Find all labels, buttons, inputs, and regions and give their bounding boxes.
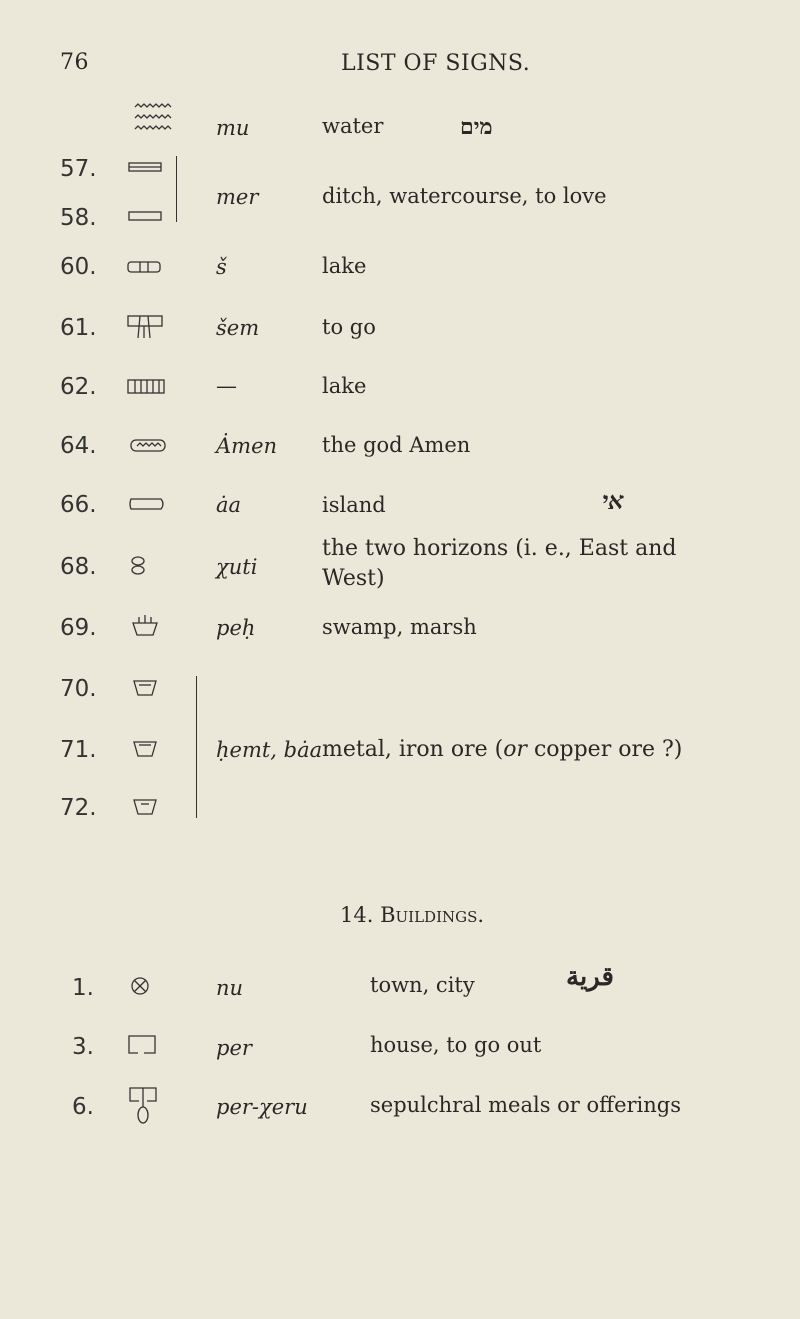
meaning-house: house, to go out <box>370 1033 542 1057</box>
meaning-metal-post: copper ore ?) <box>526 737 683 762</box>
metal-glyph-2 <box>131 738 161 760</box>
sign-number-64: 64. <box>60 433 97 459</box>
lake-glyph <box>126 259 166 275</box>
meaning-metal-or: or <box>503 737 527 762</box>
hebrew-gloss: מים <box>460 114 493 140</box>
section-heading <box>340 903 484 927</box>
translit-sem: šem <box>216 316 260 340</box>
metal-glyph-3 <box>131 796 161 818</box>
meaning-to-go: to go <box>322 315 376 339</box>
translit-xuti: χuti <box>216 555 258 579</box>
meaning-island: island <box>322 493 386 517</box>
offerings-glyph <box>127 1085 161 1127</box>
translit-s: š <box>216 255 227 279</box>
meaning-town: town, city <box>370 973 475 997</box>
sign-number-72: 72. <box>60 795 97 821</box>
sign-number-60: 60. <box>60 254 97 280</box>
page-number: 76 <box>60 50 89 75</box>
sign-number-b6: 6. <box>72 1094 94 1120</box>
sign-number-61: 61. <box>60 315 97 341</box>
sign-number-68: 68. <box>60 554 97 580</box>
sign-number-58: 58. <box>60 205 97 231</box>
translit-hemt: ḥemt, bȧa <box>216 738 323 762</box>
meaning-water: water <box>322 114 384 138</box>
page-title: LIST OF SIGNS. <box>341 51 531 76</box>
horizons-glyph <box>130 555 150 577</box>
meaning-sepulchral: sepulchral meals or offerings <box>370 1093 682 1117</box>
translit-per-xeru: per-χeru <box>216 1095 308 1119</box>
water-ripple-glyph <box>133 103 177 137</box>
hebrew-gloss-island: אי <box>602 486 624 515</box>
sign-number-57: 57. <box>60 156 97 182</box>
meaning-horizons-1: the two horizons (i. e., East and <box>322 536 677 561</box>
island-glyph <box>127 497 169 513</box>
meaning-lake-2: lake <box>322 374 367 398</box>
translit-mer: mer <box>216 185 259 209</box>
garden-pool-glyph <box>126 378 170 396</box>
sign-number-69: 69. <box>60 615 97 641</box>
sign-number-b3: 3. <box>72 1034 94 1060</box>
town-glyph <box>129 975 153 999</box>
translit-dash: — <box>216 374 237 398</box>
pool-with-plants-glyph <box>126 312 168 342</box>
bracket-metal <box>196 676 197 818</box>
house-glyph <box>126 1033 160 1057</box>
sign-number-62: 62. <box>60 374 97 400</box>
sign-number-71: 71. <box>60 737 97 763</box>
sign-number-66: 66. <box>60 492 97 518</box>
translit-amen: Ȧmen <box>216 434 278 458</box>
meaning-swamp: swamp, marsh <box>322 615 477 639</box>
metal-glyph-1 <box>131 677 161 699</box>
section-title: Buildings. <box>380 903 485 927</box>
translit-peh: peḥ <box>216 616 256 640</box>
translit-mu: mu <box>216 116 250 140</box>
meaning-ditch: ditch, watercourse, to love <box>322 184 607 208</box>
meaning-horizons-2: West) <box>322 566 385 591</box>
translit-per: per <box>216 1036 252 1060</box>
amen-glyph <box>129 438 173 454</box>
arabic-gloss: قرية <box>566 962 614 992</box>
meaning-lake: lake <box>322 254 367 278</box>
canal-glyph-2 <box>127 210 167 222</box>
section-number: 14. <box>340 903 374 927</box>
meaning-metal <box>322 737 682 762</box>
meaning-metal-pre: metal, iron ore ( <box>322 737 504 762</box>
meaning-god-amen: the god Amen <box>322 433 471 457</box>
bracket <box>176 156 177 222</box>
canal-glyph <box>127 160 167 174</box>
sign-number-b1: 1. <box>72 975 94 1001</box>
swamp-glyph <box>130 613 162 639</box>
sign-number-70: 70. <box>60 676 97 702</box>
translit-nu: nu <box>216 976 244 1000</box>
translit-aa: ȧa <box>216 493 242 517</box>
